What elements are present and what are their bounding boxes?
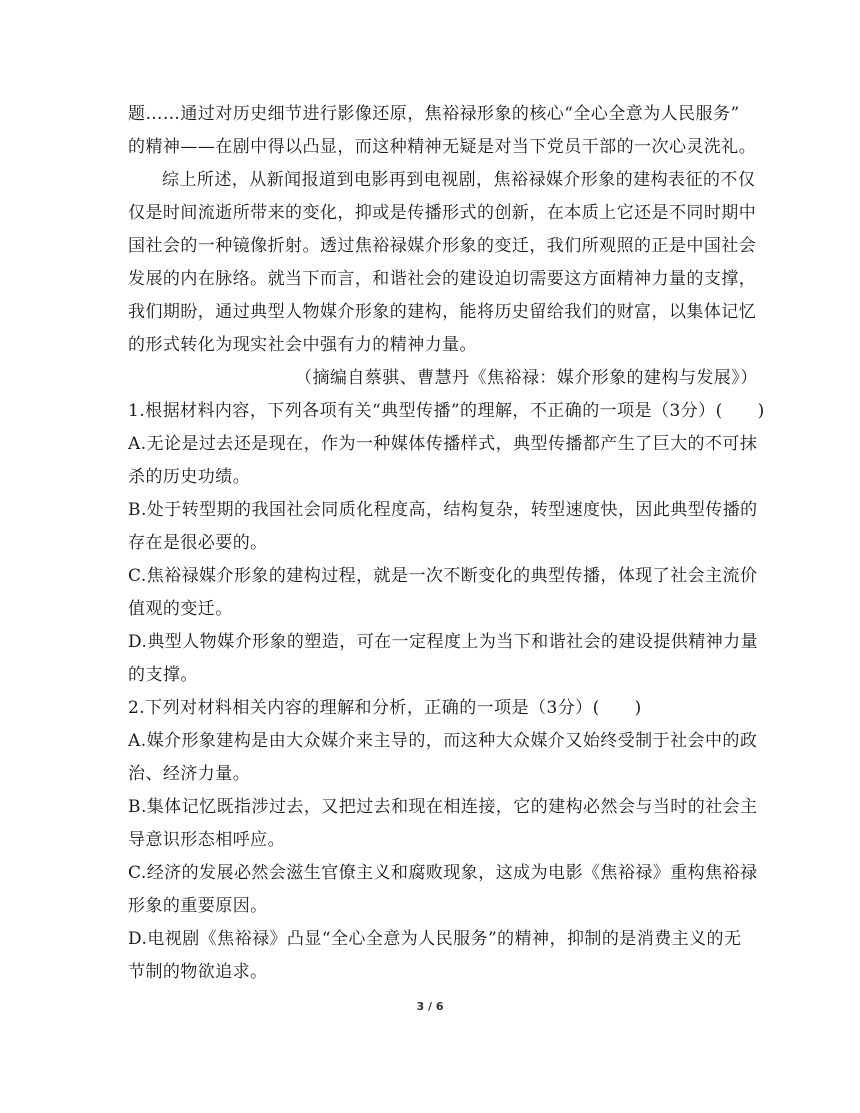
question-stem: 1.根据材料内容，下列各项有关“典型传播”的理解，不正确的一项是（3分）( )	[128, 401, 765, 421]
answer-option: 存在是很必要的。	[128, 533, 268, 553]
source-citation: （摘编自蔡骐、曹慧丹《焦裕禄：媒介形象的建构与发展》）	[295, 368, 758, 388]
answer-option: A.无论是过去还是现在，作为一种媒体传播样式，典型传播都产生了巨大的不可抹	[128, 434, 758, 454]
answer-option: B.处于转型期的我国社会同质化程度高，结构复杂，转型速度快，因此典型传播的	[128, 500, 758, 520]
answer-option: 形象的重要原因。	[128, 896, 268, 916]
answer-option: 杀的历史功绩。	[128, 467, 251, 487]
answer-option: 值观的变迁。	[128, 599, 233, 619]
answer-option: D.典型人物媒介形象的塑造，可在一定程度上为当下和谐社会的建设提供精神力量	[128, 632, 759, 652]
passage-line: 题……通过对历史细节进行影像还原，焦裕禄形象的核心“全心全意为人民服务”	[128, 104, 740, 124]
answer-option: B.集体记忆既指涉过去，又把过去和现在相连接，它的建构必然会与当时的社会主	[128, 797, 758, 817]
passage-line: 发展的内在脉络。就当下而言，和谐社会的建设迫切需要这方面精神力量的支撑，	[128, 269, 757, 289]
answer-option: D.电视剧《焦裕禄》凸显“全心全意为人民服务”的精神，抑制的是消费主义的无	[128, 929, 742, 949]
answer-option: C.焦裕禄媒介形象的建构过程，就是一次不断变化的典型传播，体现了社会主流价	[128, 566, 758, 586]
passage-line: 的形式转化为现实社会中强有力的精神力量。	[128, 335, 477, 355]
answer-option: C.经济的发展必然会滋生官僚主义和腐败现象，这成为电影《焦裕禄》重构焦裕禄	[128, 863, 758, 883]
passage-line: 我们期盼，通过典型人物媒介形象的建构，能将历史留给我们的财富，以集体记忆	[128, 302, 757, 322]
document-body	[128, 98, 765, 989]
answer-option: 治、经济力量。	[128, 764, 251, 784]
page-number: 3 / 6	[416, 1000, 444, 1013]
answer-option: 导意识形态相呼应。	[128, 830, 286, 850]
passage-line: 综上所述，从新闻报道到电影再到电视剧，焦裕禄媒介形象的建构表征的不仅	[162, 170, 756, 190]
answer-option: A.媒介形象建构是由大众媒介来主导的，而这种大众媒介又始终受制于社会中的政	[128, 731, 758, 751]
passage-line: 的精神——在剧中得以凸显，而这种精神无疑是对当下党员干部的一次心灵洗礼。	[128, 137, 757, 157]
question-stem: 2.下列对材料相关内容的理解和分析，正确的一项是（3分）( )	[128, 698, 642, 718]
passage-line: 仅是时间流逝所带来的变化，抑或是传播形式的创新，在本质上它还是不同时期中	[128, 203, 757, 223]
answer-option: 的支撑。	[128, 665, 198, 685]
passage-line: 国社会的一种镜像折射。透过焦裕禄媒介形象的变迁，我们所观照的正是中国社会	[128, 236, 757, 256]
answer-option: 节制的物欲追求。	[128, 962, 268, 982]
